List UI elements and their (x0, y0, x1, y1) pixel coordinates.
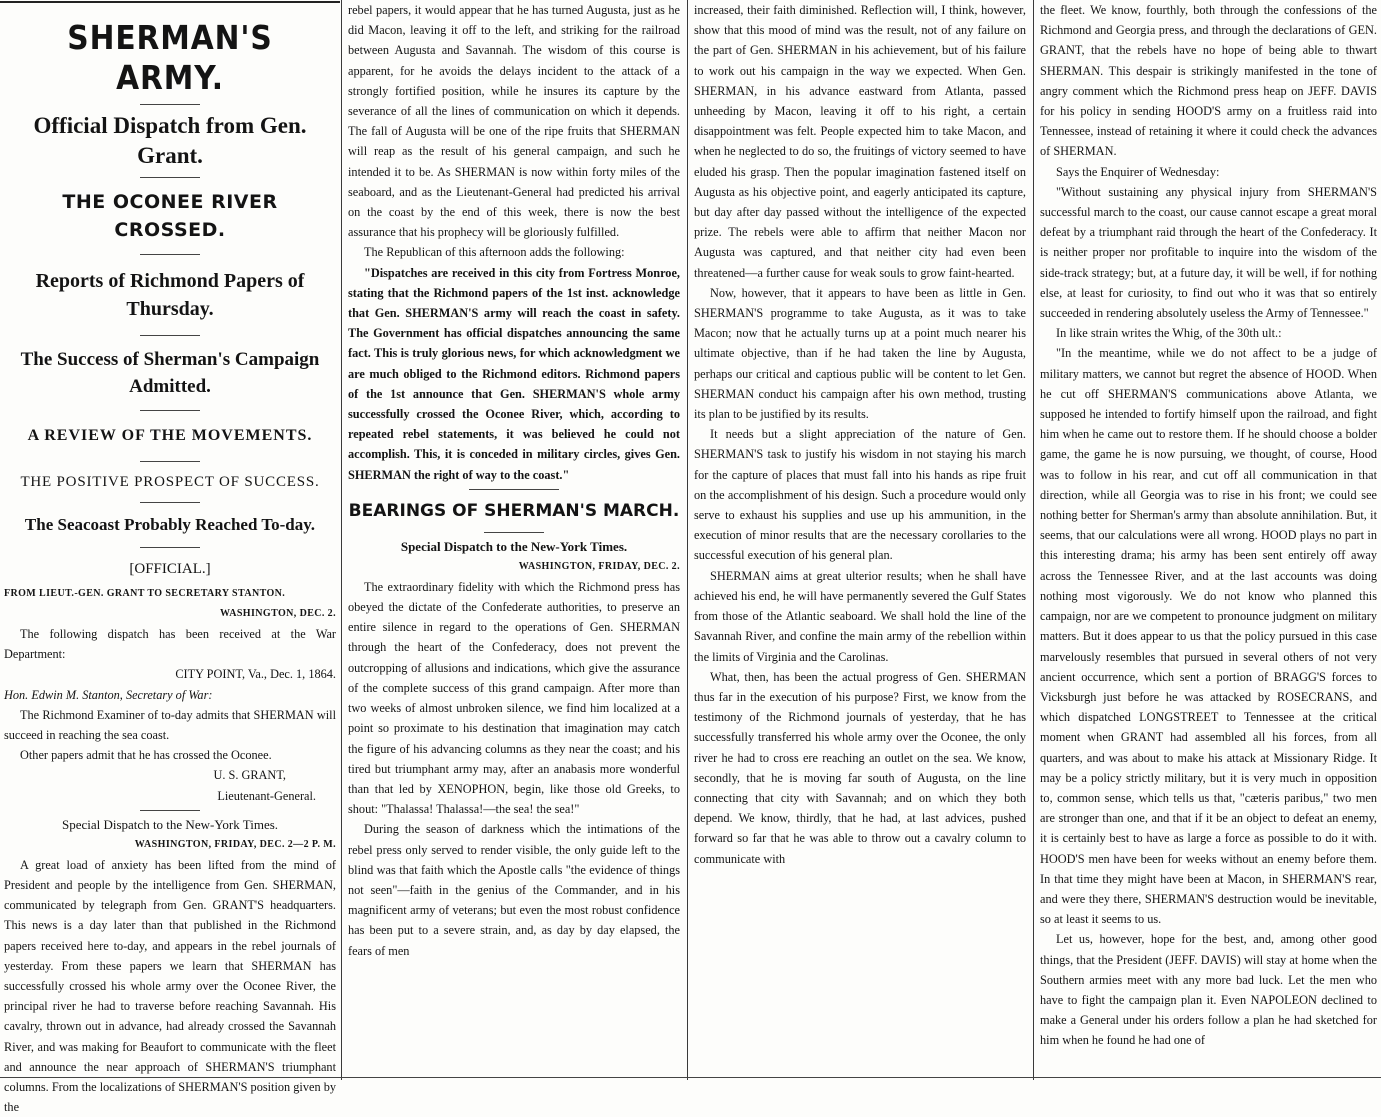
bottom-rule (0, 1077, 1381, 1078)
paragraph: Other papers admit that he has crossed the Oconee. (20, 748, 272, 763)
paragraph: the fleet. We know, fourthly, both through the confessions of the Richmond and Georgia press, and through the declarations of GEN. GRANT, that the rebels have no hope of being able to thwart SHERMAN. This despair is strikingly manifested in the tone of angry comment which the Richmond press heap on JEFF. DAVIS for his policy in sending HOOD'S army on a fruitless raid into Tennessee, instead of retaining it where it could check the advances of SHERMAN. (1040, 3, 1377, 159)
column-3 (690, 0, 1030, 1080)
quote: "In the meantime, while we do not affect to be a judge of military matters, we cannot but regret the absence of HOOD. When he cut off SHERMAN'S communications above Atlanta, we supposed he intended to fortify himself upon the railroad, and fight him when he came out to restore them. If he should choose a bolder game, the game he is now pursuing, we thought, of course, Hood was to follow in his rear, and cut off all communication in that direction, while all Georgia was to rise in his front; we could see nothing better for Sherman's army than absolute annihilation. But, it seems, that our calculations were all wrong. HOOD plays no part in this interesting drama; his army has been sent entirely off away across the Tennessee River, and at the last accounts was doing nothing most vigorously. We do not know who planned this campaign, nor are we competent to pronounce judgment on military matters. But it does appear to us that the policy pursued in this case marvelously resembles that pursued in several others of not very ancient occurrence, which sent a portion of BRAGG'S forces to Vicksburgh just before he was attacked by ROSECRANS, and which dispatched LONGSTREET to Tennessee at the critical moment when GRANT had assembled all his forces, from all quarters, and was about to make his attack at Missionary Ridge. It may be a policy strictly military, but it is very much in opposition to, common sense, which tells us that, "cæteris paribus," two men are stronger than one, and that if it be an object to defeat an enemy, it is certainly best to have as large a force as possible to do it with. HOOD'S men have been for weeks without an enemy before them. In that time they might have been at Macon, in SHERMAN'S rear, and were they there, SHERMAN'S destruction would be inevitable, so at least it seems to us. (1040, 346, 1377, 927)
place-date: CITY POINT, Va., Dec. 1, 1864. (175, 667, 336, 682)
official-label: [OFFICIAL.] (129, 561, 211, 577)
quote: "Dispatches are received in this city from Fortress Monroe, stating that the Richmond papers of the 1st inst. acknowledge that Gen. SHERMAN'S army will reach the coast in safety. The Government has official dispatches announcing the same fact. This is truly glorious news, for which acknowledgment we are much obliged to the Richmond editors. Richmond papers of the 1st announce that Gen. SHERMAN'S whole army successfully crossed the Oconee River, which, according to repeated rebel statements, it was believed he could not accomplish. This, it is conceded in military circles, gives Gen. SHERMAN the right of way to the coast." (348, 265, 680, 482)
column-1 (0, 0, 340, 1115)
column-rule (1033, 0, 1034, 1080)
divider (140, 254, 200, 255)
paragraph: A great load of anxiety has been lifted from the mind of President and people by the intelligence from Gen. SHERMAN, communicated by telegraph from Gen. GRANT'S headquarters. This news is a day later than that published in the Richmond papers received here to-day, and appears in the rebel journals of yesterday. From these papers we learn that SHERMAN has successfully crossed his whole army over the Oconee River, the principal river he had to traverse before reaching Savannah. His cavalry, thrown out in advance, had already crossed the Savannah River, and was making for Beaufort to communicate with the fleet and announce the near approach of SHERMAN'S triumphant columns. From the localizations of SHERMAN'S position given by the (4, 857, 336, 1115)
deck-line-4: The Success of Sherman's Campaign Admitted. (20, 349, 320, 397)
signature: U. S. GRANT, (213, 768, 286, 783)
dateline: WASHINGTON, DEC. 2. (219, 608, 336, 619)
column-rule (341, 0, 342, 1080)
paragraph: Now, however, that it appears to have been as little in Gen. SHERMAN'S programme to take Augusta, as it was to take Macon; now that he actually turns up at a point much nearer his ultimate objective, than if he had taken the line by Augusta, perhaps our critical and captious public will be content to let Gen. SHERMAN conduct his campaign after his own method, trusting its plan to be justified by its results. (694, 285, 1026, 422)
divider (140, 335, 200, 336)
paragraph: During the season of darkness which the intimations of the rebel press only served to render visible, the only guide left to the blind was that faith which the Apostle calls "the evidence of things not seen"—faith in the genius of the Commander, and in his magnificent army of veterans; but even the most robust confidence has been put to a severe strain, and, as day by day elapsed, the fears of men (348, 822, 680, 958)
deck-line-1: Official Dispatch from Gen. Grant. (33, 113, 307, 168)
deck-line-7: The Seacoast Probably Reached To-day. (24, 515, 316, 534)
from-line: FROM LIEUT.-GEN. GRANT TO SECRETARY STANTON. (4, 588, 286, 599)
column-4 (1036, 0, 1381, 1080)
column-2 (344, 0, 684, 1080)
divider (140, 810, 200, 811)
paragraph: What, then, has been the actual progress of Gen. SHERMAN thus far in the execution of his purpose? First, we know from the testimony of the Richmond journals of yesterday, that he has successfully transferred his whole army over the Oconee, the only river he had to cross ere reaching an outlet on the sea. We know, secondly, that he is moving far south of Augusta, on the line connecting that city with Savannah; and on which they both depend. We know, thirdly, that he had, at last advices, pushed forward so far that he was able to throw out a cavalry column to communicate with (694, 669, 1026, 866)
paragraph: increased, their faith diminished. Reflection will, I think, however, show that this mood of mind was the result, not of any failure on the part of Gen. SHERMAN in his achievement, but of his failure to work out his campaign in the way we expected. When Gen. SHERMAN, in his advance eastward from Atlanta, passed unheeding by Macon, leaving it off to his right, a certain disappointment was felt. People expected him to take Macon, and when he neglected to do so, the fruitings of victory seemed to have eluded his grasp. Then the popular imagination fastened itself on Augusta as his objective point, and eagerly anticipated its capture, but day after day passed without the intelligence of the expected prize. The rebels were able to affirm that neither Macon nor Augusta was captured, and that neither city had even been threatened—a further cause for weak souls to grow faint-hearted. (694, 3, 1026, 280)
paragraph: rebel papers, it would appear that he has turned Augusta, just as he did Macon, leaving it off to the left, and striking for the railroad between Augusta and Savannah. The wisdom of this course is apparent, for he avoids the delays incident to the attack of a strongly fortified position, while he insures its capture by the severance of all the lines of communication on which it depends. The fall of Augusta will be one of the ripe fruits that SHERMAN will reap as the result of his general campaign, and such he intended it to be. As SHERMAN is now within forty miles of the seaboard, and as the Lieutenant-General had predicted his arrival on the coast by the end of this week, there is now the best assurance that his prophecy will be gloriously fulfilled. (348, 3, 680, 240)
divider (469, 489, 559, 490)
salutation: Hon. Edwin M. Stanton, Secretary of War: (4, 687, 213, 702)
divider (484, 532, 544, 533)
dateline: WASHINGTON, FRIDAY, DEC. 2—2 P. M. (134, 838, 336, 850)
divider (140, 177, 200, 178)
deck-line-5: A REVIEW OF THE MOVEMENTS. (27, 427, 313, 444)
dateline: WASHINGTON, FRIDAY, DEC. 2. (518, 560, 680, 572)
rank: Lieutenant-General. (217, 788, 316, 803)
section-headline: BEARINGS OF SHERMAN'S MARCH. (348, 500, 680, 521)
paragraph: The Republican of this afternoon adds the following: (364, 245, 625, 260)
paragraph: SHERMAN aims at great ulterior results; when he shall have achieved his end, he will have permanently severed the Gulf States from those of the Atlantic seaboard. We shall hold the line of the Savannah River, and confine the main army of the rebellion within the limits of Virginia and the Carolinas. (694, 568, 1026, 664)
quote: "Without sustaining any physical injury from SHERMAN'S successful march to the coast, our cause cannot escape a great moral defeat by a triumphant raid through the heart of the Confederacy. It is neither proper nor profitable to inquire into the wisdom of the side-track strategy; but, at a future day, it will be well, if for nothing else, at least for curiosity, to find out who it was that so entirely succeeded in rendering absolutely useless the Army of Tennessee." (1040, 184, 1377, 321)
divider (140, 104, 200, 105)
paragraph: The following dispatch has been received at the War Department: (4, 627, 336, 662)
special-dispatch: Special Dispatch to the New-York Times. (400, 538, 628, 554)
divider (140, 547, 200, 548)
paragraph: Says the Enquirer of Wednesday: (1056, 164, 1220, 179)
special-dispatch: Special Dispatch to the New-York Times. (61, 816, 279, 832)
paragraph: The Richmond Examiner of to-day admits that SHERMAN will succeed in reaching the sea coast. (4, 707, 336, 743)
divider (140, 502, 200, 503)
paragraph: The extraordinary fidelity with which the Richmond press has obeyed the dictate of the Confederate authorities, to preserve an entire silence in regard to the operations of Gen. SHERMAN through the heart of the Confederacy, does not prevent the outcropping of allusions and indications, which give the assurance of the complete success of this grand campaign. After more than two weeks of almost unbroken silence, we find him localized at a point so proximate to his destination that imagination may catch the figure of his advancing columns as they near the coast; and his tired but triumphant army may, after an anabasis more wonderful than that led by XENOPHON, begin, like those old Greeks, to shout: "Thalassa! Thalassa!—the sea! the sea!" (348, 579, 680, 817)
main-headline: SHERMAN'S ARMY. (67, 18, 273, 97)
column-rule (687, 0, 688, 1080)
paragraph: It needs but a slight appreciation of the nature of Gen. SHERMAN'S task to justify his wisdom in not staying his march for the capture of places that must fall into his hands as ripe fruit on the accomplishment of his design. Such a procedure would only serve to exhaust his supplies and use up his ammunition, in the execution of minor results that are the necessary corollaries to the successful execution of his general plan. (694, 427, 1026, 563)
divider (140, 461, 200, 462)
paragraph: In like strain writes the Whig, of the 30th ult.: (1056, 326, 1282, 341)
deck-line-6: THE POSITIVE PROSPECT OF SUCCESS. (20, 474, 320, 490)
deck-line-2: THE OCONEE RIVER CROSSED. (62, 191, 278, 241)
divider (140, 410, 200, 411)
deck-line-3: Reports of Richmond Papers of Thursday. (35, 270, 305, 320)
paragraph: Let us, however, hope for the best, and, among other good things, that the President (JEFF. DAVIS) will stay at home when the Southern armies meet with any more bad luck. Let the men who have to fight the campaign plan it. Even NAPOLEON declined to make a General under his orders follow a plan he had sketched for him when he found he had one of (1040, 932, 1377, 1048)
